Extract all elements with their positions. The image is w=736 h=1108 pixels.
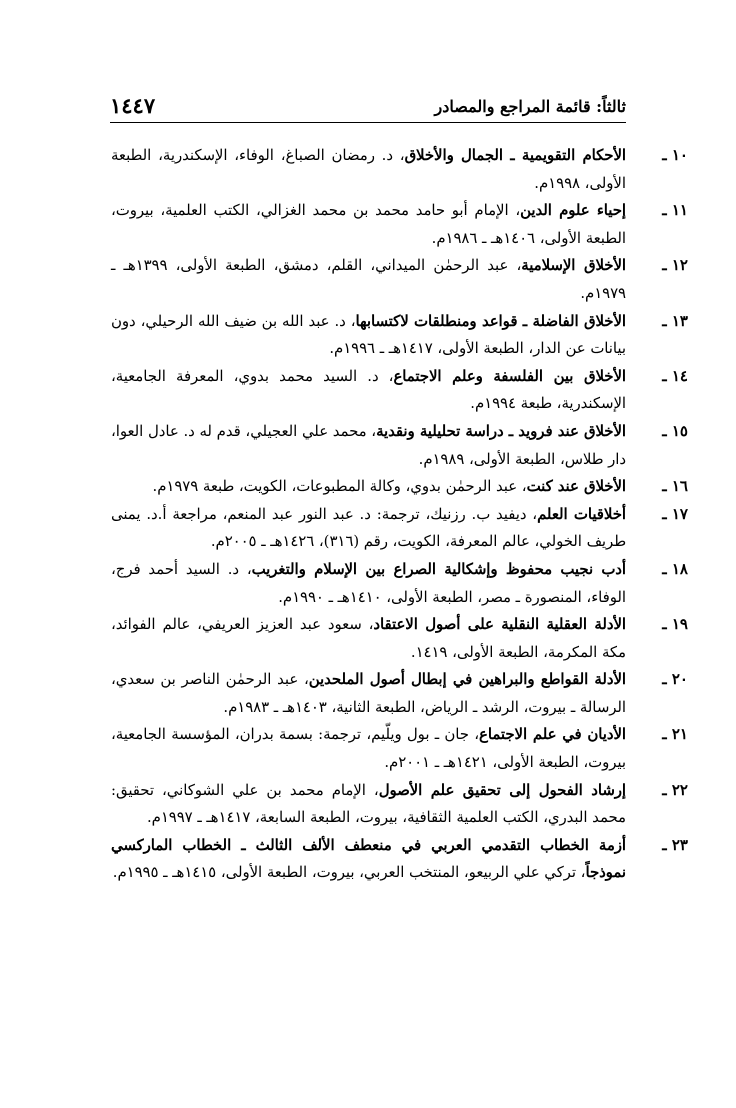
entry-details: ، عبد الرحمٰن الناصر بن سعدي، الرسالة ـ بيروت، الرشد ـ الرياض، الطبعة الثانية، ١٤٠٣هـ ـ ١٩٨٣م. (111, 671, 626, 716)
entry-details: ، د. رمضان الصباغ، الوفاء، الإسكندرية، الطبعة الأولى، ١٩٩٨م. (111, 147, 626, 192)
entry-title: الأخلاق بين الفلسفة وعلم الاجتماع (393, 367, 626, 385)
entry-details: ، محمد علي العجيلي، قدم له د. عادل العوا، دار طلاس، الطبعة الأولى، ١٩٨٩م. (111, 422, 626, 468)
bibliography-entry (111, 473, 688, 501)
entry-title: أدب نجيب محفوظ وإشكالية الصراع بين الإسلام والتغريب (251, 560, 626, 578)
running-title: ثالثاً: قائمة المراجع والمصادر (434, 97, 626, 116)
entry-title: الأدلة القواطع والبراهين في إبطال أصول الملحدين (308, 671, 626, 689)
bibliography-entry (111, 666, 688, 721)
bibliography-entry (111, 832, 688, 887)
bibliography-entry (111, 777, 688, 832)
page-number: ١٤٤٧ (110, 93, 156, 118)
entry-number: ١٠ ـ (662, 146, 688, 164)
entry-number: ١٣ ـ (662, 311, 688, 330)
entry-number: ١٧ ـ (662, 504, 688, 523)
bibliography-entry (111, 252, 688, 307)
entry-number: ٢٢ ـ (662, 780, 688, 799)
bibliography-entry (111, 308, 688, 363)
entry-title: الأخلاق الفاضلة ـ قواعد ومنطلقات لاكتسابها (355, 312, 626, 330)
entry-title: الأدلة العقلية النقلية على أصول الاعتقاد (373, 616, 626, 634)
page-header (110, 86, 626, 123)
entry-details: ، سعود عبد العزيز العريفي، عالم الفوائد، مكة المكرمة، الطبعة الأولى، ١٤١٩. (111, 616, 626, 661)
bibliography-entry (111, 197, 688, 252)
bibliography-entry (111, 556, 688, 611)
entry-details: ، الإمام محمد بن علي الشوكاني، تحقيق: محمد البدري، الكتب العلمية الثقافية، بيروت، الطبعة السابعة، ١٤١٧هـ ـ ١٩٩٧م. (111, 781, 626, 827)
entry-number: ١٨ ـ (662, 559, 688, 578)
bibliography-entry (111, 363, 688, 418)
entry-title: إحياء علوم الدين (520, 202, 627, 220)
bibliography-entry (111, 721, 688, 776)
entry-details: ، عبد الرحمٰن بدوي، وكالة المطبوعات، الكويت، طبعة ١٩٧٩م. (152, 478, 527, 496)
entry-details: ، تركي علي الربيعو، المنتخب العربي، بيروت، الطبعة الأولى، ١٤١٥هـ ـ ١٩٩٥م. (112, 864, 586, 882)
entry-number: ١٢ ـ (662, 256, 688, 275)
bibliography-entry (111, 142, 688, 197)
entry-details: ، الإمام أبو حامد محمد بن محمد الغزالي، الكتب العلمية، بيروت، الطبعة الأولى، ١٤٠٦هـ ـ ١٩٨٦م. (111, 202, 626, 247)
entry-title: أخلاقيات العلم (537, 505, 626, 523)
entry-number: ٢٠ ـ (662, 670, 688, 689)
bibliography-entry (111, 418, 688, 473)
bibliography-list (0, 142, 736, 887)
entry-details: ، جان ـ بول ويلّيم، ترجمة: بسمة بدران، المؤسسة الجامعية، بيروت، الطبعة الأولى، ١٤٢١هـ ـ ٢٠٠١م. (111, 726, 626, 772)
entry-title: الأخلاق الإسلامية (521, 257, 626, 275)
entry-number: ١٩ ـ (662, 615, 688, 634)
entry-details: ، د. عبد الله بن ضيف الله الرحيلي، دون بيانات عن الدار، الطبعة الأولى، ١٤١٧هـ ـ ١٩٩٦م. (111, 312, 626, 358)
entry-details: ، عبد الرحمٰن الميداني، القلم، دمشق، الطبعة الأولى، ١٣٩٩هـ ـ ١٩٧٩م. (111, 257, 626, 302)
entry-number: ٢٣ ـ (662, 835, 688, 854)
entry-details: ، ديفيد ب. رزنيك، ترجمة: د. عبد النور عبد المنعم، مراجعة أ.د. يمنى طريف الخولي، عالم المعرفة، الكويت، رقم (٣١٦)، ١٤٢٦هـ ـ ٢٠٠٥م. (111, 505, 626, 551)
entry-title: الأخلاق عند كنت (526, 478, 626, 496)
bibliography-entry (111, 501, 688, 556)
entry-title: الأحكام التقويمية ـ الجمال والأخلاق (404, 147, 626, 164)
entry-number: ١٥ ـ (662, 421, 688, 440)
entry-title: الأخلاق عند فرويد ـ دراسة تحليلية ونقدية (376, 422, 627, 440)
entry-number: ١٦ ـ (662, 477, 688, 496)
entry-number: ١٤ ـ (662, 366, 688, 385)
entry-title: الأديان في علم الاجتماع (479, 726, 626, 744)
entry-number: ٢١ ـ (662, 725, 688, 744)
entry-title: إرشاد الفحول إلى تحقيق علم الأصول (378, 781, 626, 799)
entry-details: ، د. السيد أحمد فرج، الوفاء، المنصورة ـ مصر، الطبعة الأولى، ١٤١٠هـ ـ ١٩٩٠م. (111, 560, 626, 606)
entry-title: أزمة الخطاب التقدمي العربي في منعطف الألف الثالث ـ الخطاب الماركسي نموذجاً (111, 836, 626, 882)
entry-number: ١١ ـ (662, 201, 688, 220)
bibliography-entry (111, 611, 688, 666)
entry-details: ، د. السيد محمد بدوي، المعرفة الجامعية، الإسكندرية، طبعة ١٩٩٤م. (111, 367, 626, 413)
